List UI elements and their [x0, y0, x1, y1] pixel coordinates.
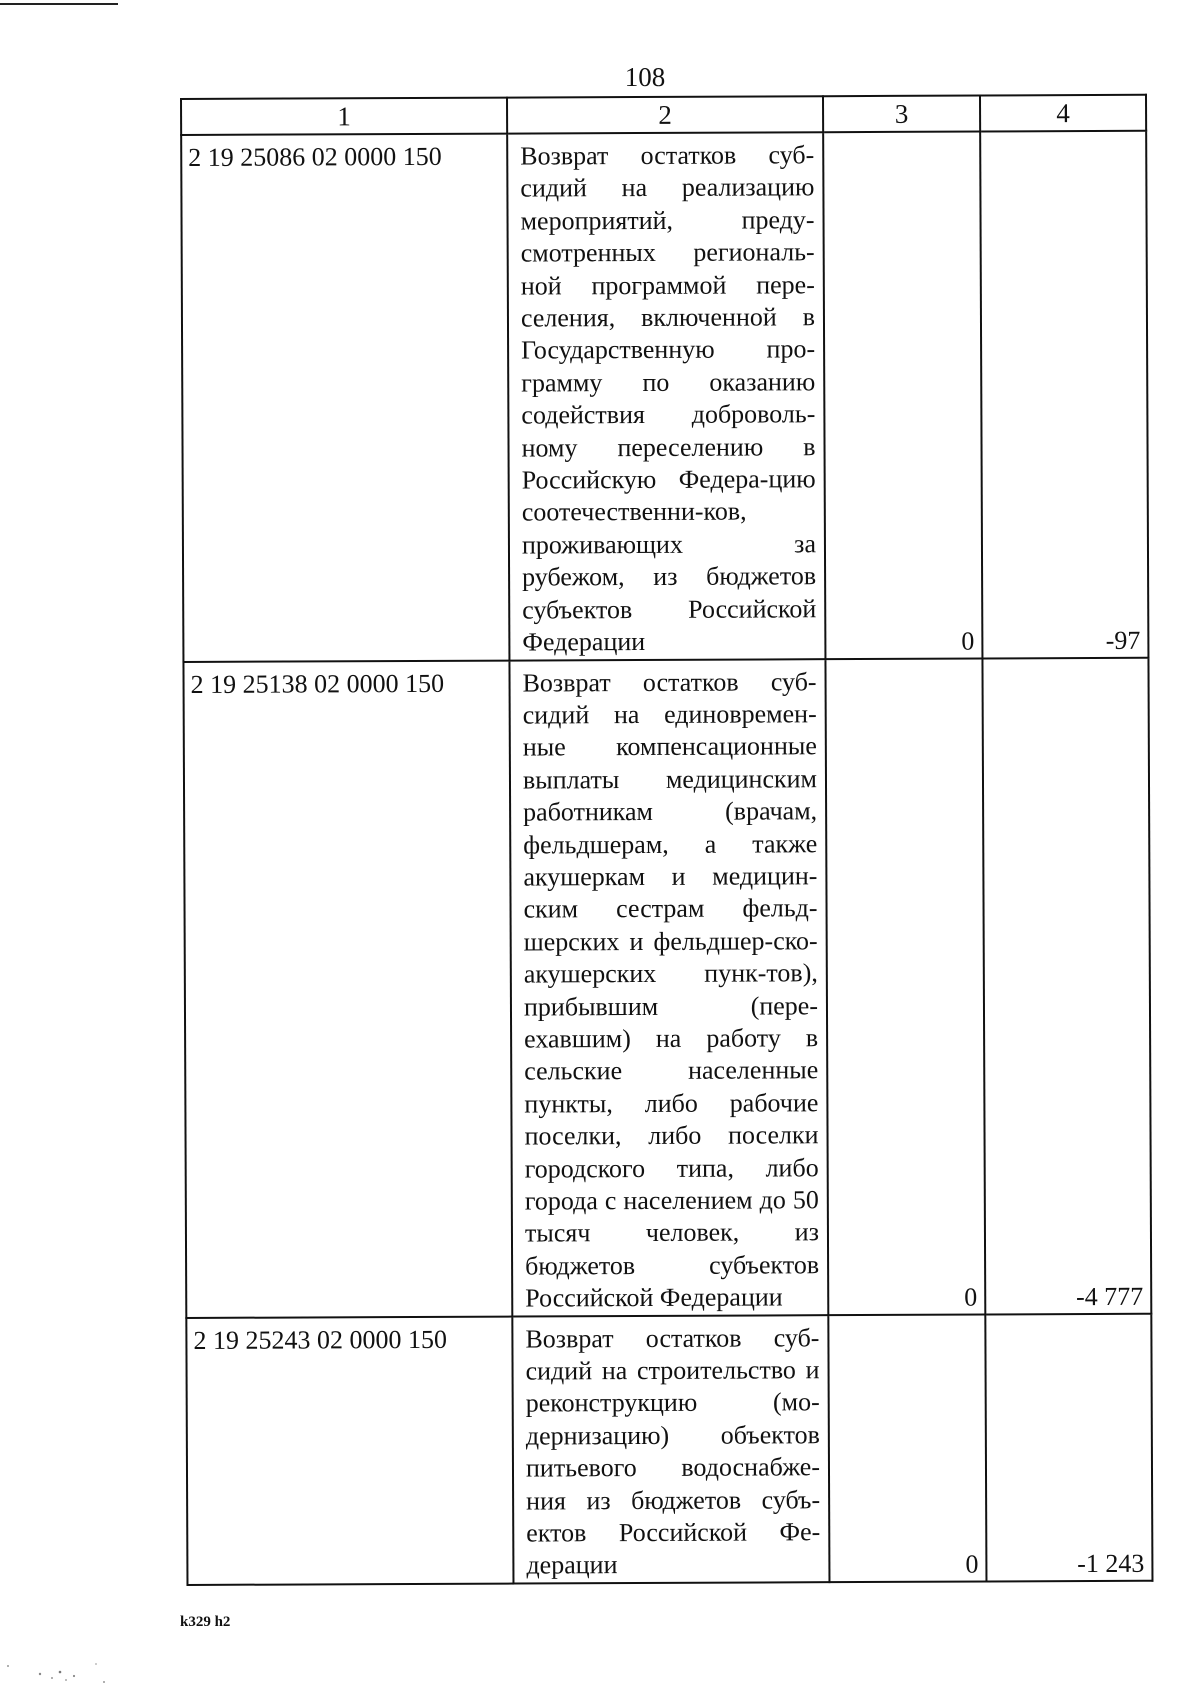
col4-value: -1 243: [1077, 1548, 1145, 1578]
col3-value: 0: [964, 1282, 978, 1312]
row-description: Возврат остатков суб-сидий на единовремен-ные компенсационные выплаты медицинским работникам (врачам, фельдшерам, а также акушеркам и медицин-ским сестрам фельд-шерских и фельдшер-ско-акушерских пунк-тов), прибывшим (пере-ехавшим) на работу в сельские населенные пункты, либо рабочие поселки, либо поселки городского типа, либо города с населением до 50 тысяч человек, из бюджетов субъектов Российской Федерации: [522, 666, 820, 1313]
header-col-4: 4: [980, 95, 1146, 132]
code-cell: [181, 134, 509, 662]
budget-table: [180, 94, 1153, 1586]
scan-corner-mark: [0, 3, 118, 5]
budget-code: 2 19 25243 02 0000 150: [193, 1324, 447, 1355]
description-cell: [507, 132, 825, 660]
col3-cell: [823, 132, 982, 659]
row-description: Возврат остатков суб-сидий на реализацию мероприятий, преду-смотренных региональ-ной программой пере-селения, включенной в Государственную про-грамму по оказанию содействия доброволь-ному переселению в Российскую Федера-цию соотечественни-ков, проживающих за рубежом, из бюджетов субъектов Российской Федерации: [520, 140, 817, 657]
page-number: 108: [624, 62, 666, 92]
col4-cell: [980, 131, 1148, 658]
header-col-2: 2: [507, 96, 823, 133]
code-cell: [186, 1316, 513, 1585]
table-row: [183, 657, 1151, 1317]
col3-value: 0: [961, 626, 975, 656]
scan-noise: [0, 1660, 120, 1686]
description-cell: [509, 659, 828, 1316]
document-footer-code: k329 h2: [180, 1614, 231, 1630]
row-description: Возврат остатков суб-сидий на строительство и реконструкцию (мо-дернизацию) объектов питьевого водоснабже-ния из бюджетов субъ-ектов Российской Фе-дерации: [525, 1322, 821, 1580]
header-row: [181, 95, 1146, 135]
header-col-3: 3: [823, 96, 980, 133]
col4-cell: [985, 1313, 1152, 1581]
header-col-1: 1: [181, 98, 507, 135]
col3-value: 0: [965, 1549, 979, 1579]
col4-value: -4 777: [1076, 1281, 1144, 1311]
col4-value: -97: [1105, 625, 1141, 655]
description-cell: [512, 1315, 829, 1584]
budget-code: 2 19 25086 02 0000 150: [188, 141, 442, 172]
code-cell: [183, 660, 512, 1318]
col3-cell: [825, 658, 985, 1315]
col3-cell: [828, 1314, 986, 1582]
table-row: [181, 131, 1148, 662]
col4-cell: [982, 657, 1151, 1314]
table-row: [186, 1313, 1152, 1584]
budget-code: 2 19 25138 02 0000 150: [190, 668, 445, 699]
